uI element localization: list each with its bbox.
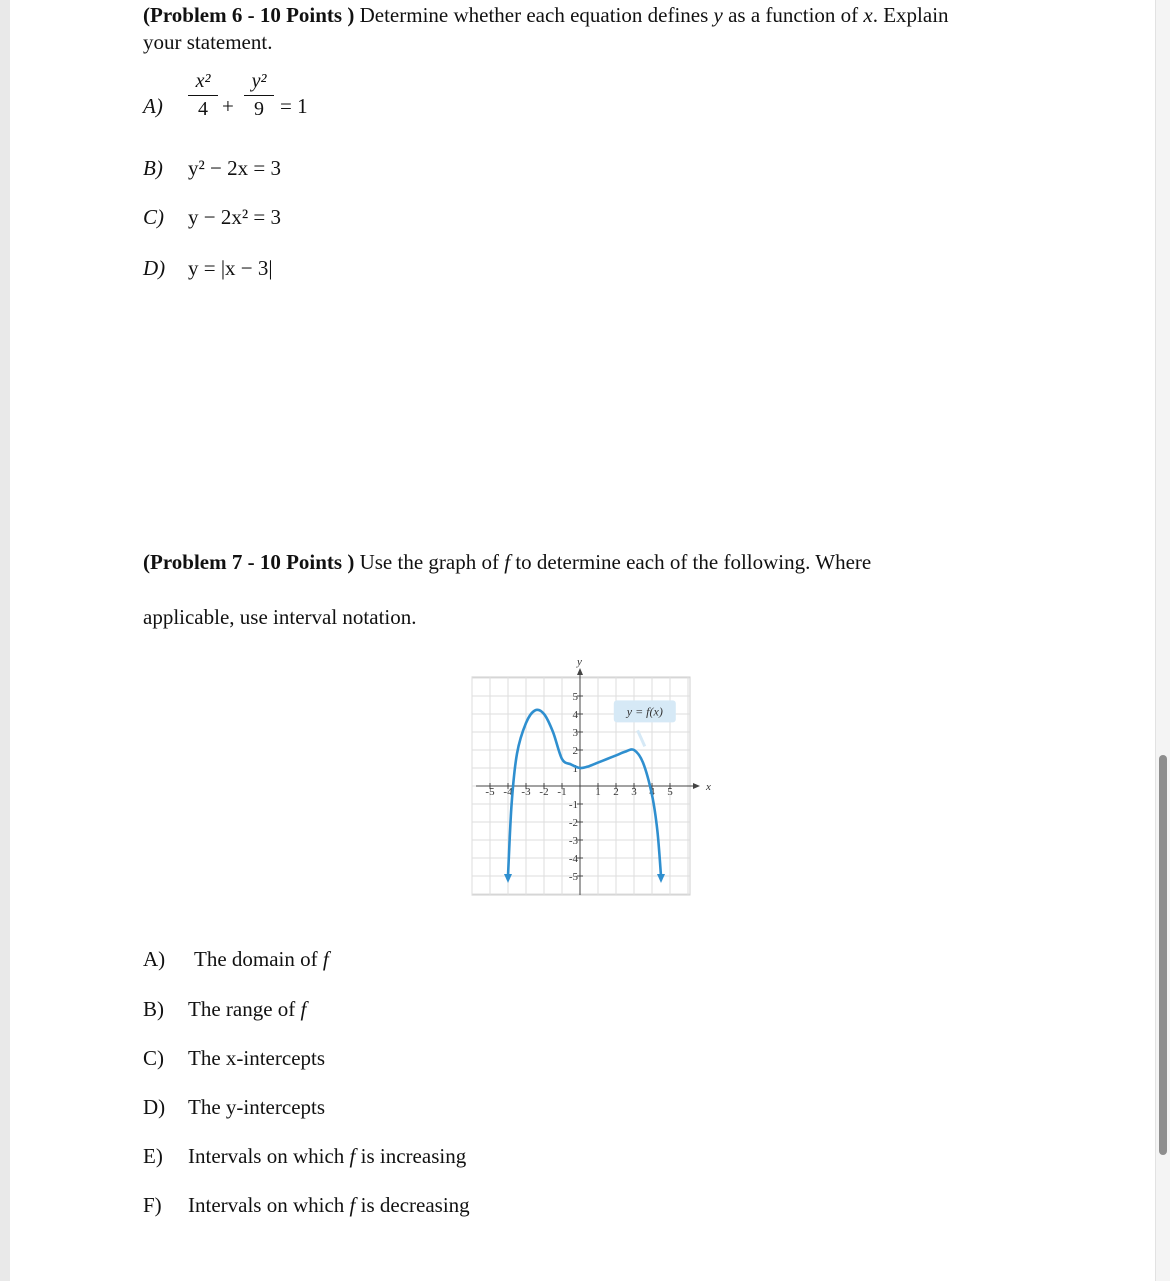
x-tick-label: 1 <box>595 786 601 798</box>
page-edge <box>0 0 10 1281</box>
problem-7-text: to determine each of the following. Where <box>510 550 872 574</box>
graph-of-f <box>462 660 712 900</box>
equation-b: y² − 2x = 3 <box>188 156 281 180</box>
equation-d-label: D) <box>143 256 166 280</box>
y-axis-arrow <box>577 668 583 675</box>
x-tick-label: 5 <box>667 786 673 798</box>
y-tick-label: -5 <box>568 871 578 883</box>
equation-b-label: B) <box>143 156 163 180</box>
y-tick-label: 3 <box>572 727 578 739</box>
item-label: B) <box>143 997 164 1021</box>
item-text: Intervals on which f is decreasing <box>188 1193 470 1217</box>
problem-7-text: Use the graph of <box>354 550 505 574</box>
item-label: C) <box>143 1046 164 1070</box>
graph-svg <box>462 660 712 900</box>
fraction-bar <box>188 95 218 96</box>
equation-a-label: A) <box>143 94 163 118</box>
y-tick-label: 4 <box>572 709 578 721</box>
x-axis-arrow <box>693 783 700 789</box>
item-label: A) <box>143 947 166 971</box>
var-x: x <box>863 3 873 27</box>
x-tick-label: 4 <box>649 786 655 798</box>
problem-7-statement <box>143 549 1043 576</box>
problem-6-text: as a function of <box>722 3 864 27</box>
x-tick-label: 3 <box>631 786 637 798</box>
problem-6-statement <box>143 2 1043 56</box>
scrollbar-thumb[interactable] <box>1159 755 1167 1155</box>
fraction-denominator: 4 <box>198 98 208 120</box>
item-text: The x-intercepts <box>188 1046 326 1070</box>
item-label: D) <box>143 1095 166 1119</box>
problem-6-text: Determine whether each equation defines <box>354 3 714 27</box>
problem-7-statement-cont: applicable, use interval notation. <box>143 605 417 629</box>
item-text: The domain of f <box>194 947 329 971</box>
y-tick-label: -3 <box>568 835 578 847</box>
problem-6-text: . Explain <box>872 3 949 27</box>
var-y: y <box>713 3 723 27</box>
y-tick-label: 1 <box>572 763 578 775</box>
plus-sign: + <box>222 94 234 118</box>
y-tick-label: -4 <box>568 853 578 865</box>
problem-6-text: your statement. <box>143 30 273 54</box>
x-axis-label: x <box>706 781 711 793</box>
item-label: F) <box>143 1193 162 1217</box>
equation-d: y = |x − 3| <box>188 256 273 280</box>
fraction-denominator: 9 <box>254 98 264 120</box>
item-text: The y-intercepts <box>188 1095 326 1119</box>
y-tick-label: -1 <box>568 799 578 811</box>
problem-7-heading: (Problem 7 - 10 Points ) <box>143 550 355 574</box>
var-f: f <box>504 550 511 574</box>
equation-c: y − 2x² = 3 <box>188 205 281 229</box>
equation-c-label: C) <box>143 205 164 229</box>
curve-label-text: y = f(x) <box>626 704 663 719</box>
y-tick-label: 2 <box>572 745 578 757</box>
equation-a-rhs: = 1 <box>280 94 308 118</box>
problem-6-heading: (Problem 6 - 10 Points ) <box>143 3 355 27</box>
fraction-numerator: x² <box>195 70 211 92</box>
x-tick-label: -4 <box>503 786 513 798</box>
y-axis-label: y <box>577 660 582 668</box>
x-tick-label: 2 <box>613 786 619 798</box>
x-tick-label: -3 <box>521 786 531 798</box>
item-text: The range of f <box>188 997 307 1021</box>
fraction-numerator: y² <box>251 70 267 92</box>
fraction-x2-over-4 <box>188 70 218 121</box>
x-tick-label: -1 <box>557 786 567 798</box>
fraction-bar <box>244 95 274 96</box>
y-tick-label: -2 <box>568 817 578 829</box>
item-text: Intervals on which f is increasing <box>188 1144 467 1168</box>
x-tick-label: -2 <box>539 786 549 798</box>
y-tick-label: 5 <box>572 691 578 703</box>
x-tick-label: -5 <box>485 786 495 798</box>
fraction-y2-over-9 <box>244 70 274 121</box>
item-label: E) <box>143 1144 163 1168</box>
